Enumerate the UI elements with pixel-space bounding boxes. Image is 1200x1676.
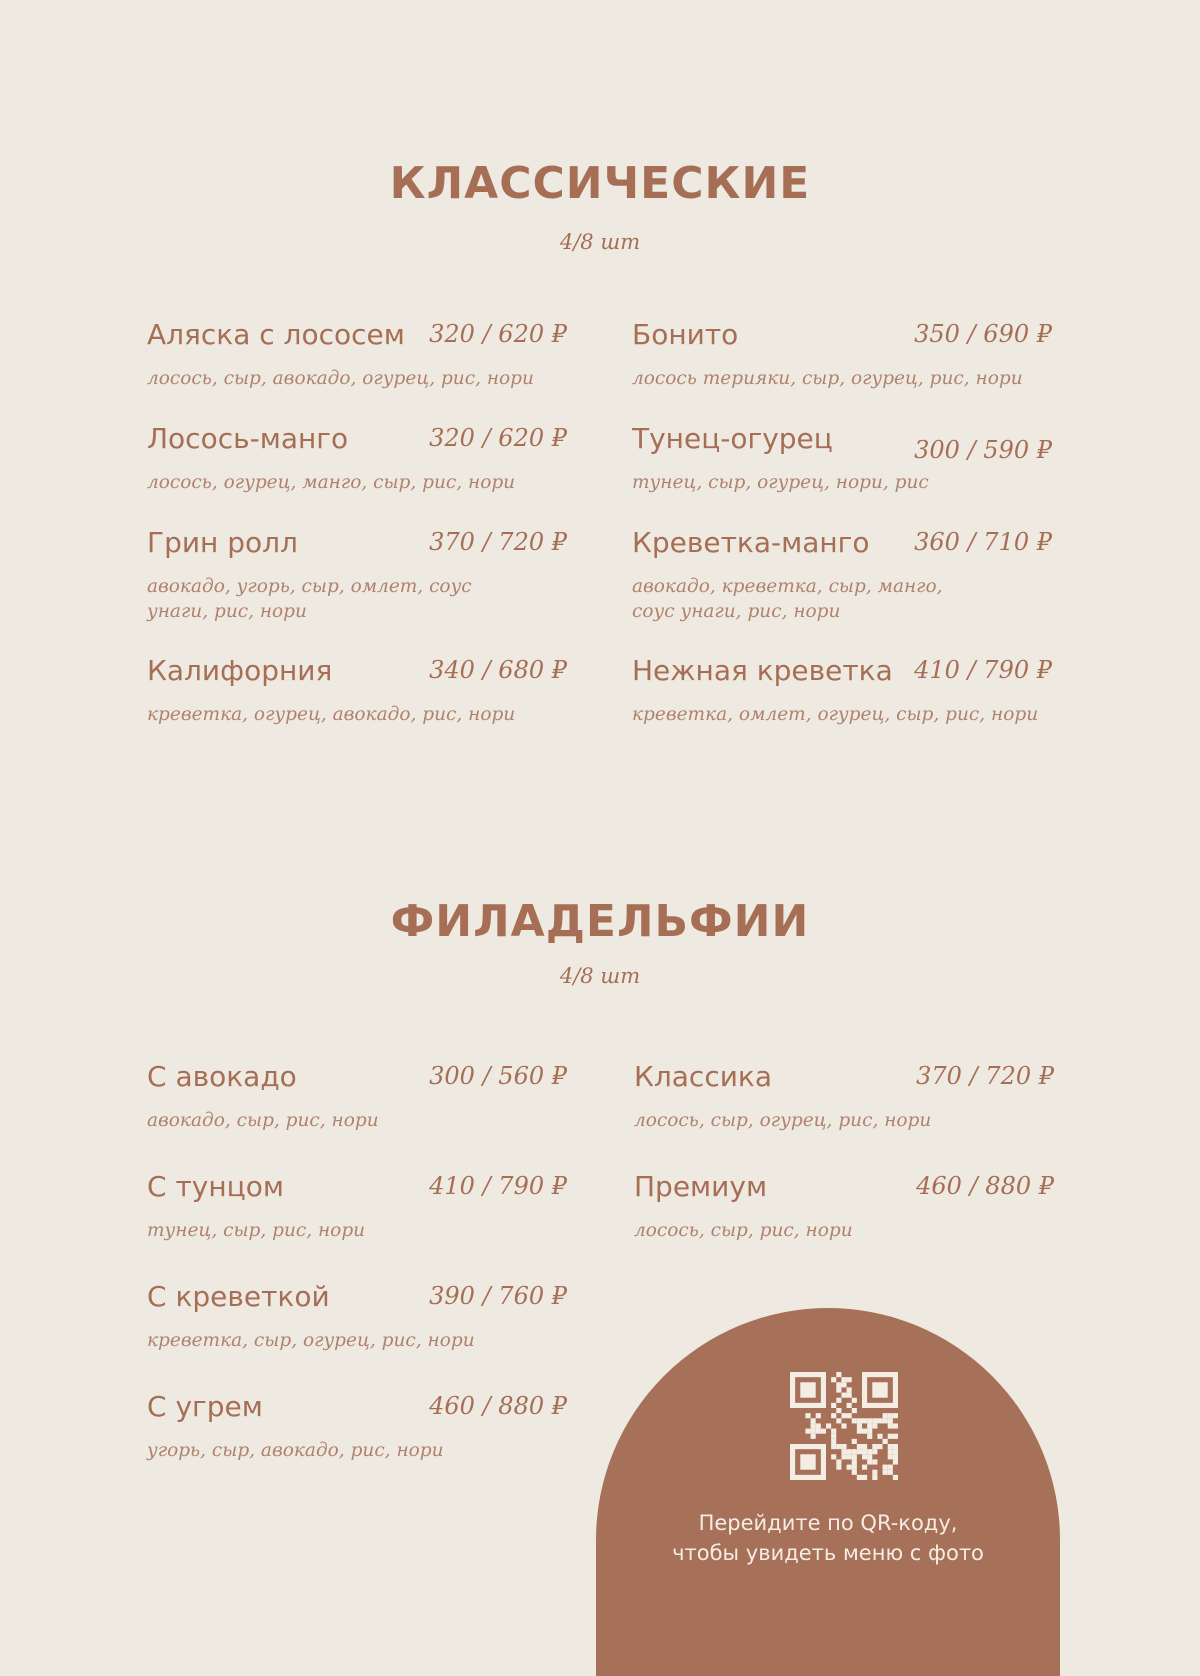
qr-caption-line-2: чтобы увидеть меню с фото (672, 1541, 984, 1565)
item-name: С авокадо (147, 1060, 297, 1093)
item-name: Нежная креветка (632, 654, 893, 687)
item-description: лосось, огурец, манго, сыр, рис, нори (147, 472, 516, 493)
item-name: С креветкой (147, 1280, 330, 1313)
item-name: С тунцом (147, 1170, 284, 1203)
item-price: 390 / 760 ₽ (429, 1282, 567, 1310)
item-description: лосось, сыр, огурец, рис, нори (634, 1110, 932, 1131)
item-description: креветка, омлет, огурец, сыр, рис, нори (632, 704, 1039, 725)
item-description: тунец, сыр, огурец, нори, рис (632, 472, 929, 493)
item-description: авокадо, угорь, сыр, омлет, соус унаги, рис, нори (147, 576, 472, 622)
item-price: 460 / 880 ₽ (916, 1172, 1054, 1200)
item-description: тунец, сыр, рис, нори (147, 1220, 366, 1241)
item-description: креветка, сыр, огурец, рис, нори (147, 1330, 475, 1351)
qr-code-icon[interactable] (790, 1372, 898, 1480)
item-price: 320 / 620 ₽ (429, 424, 567, 452)
item-price: 370 / 720 ₽ (916, 1062, 1054, 1090)
item-name: Тунец-огурец (632, 422, 833, 455)
item-price: 410 / 790 ₽ (429, 1172, 567, 1200)
item-price: 370 / 720 ₽ (429, 528, 567, 556)
item-description: лосось терияки, сыр, огурец, рис, нори (632, 368, 1023, 389)
item-name: С угрем (147, 1390, 263, 1423)
item-price: 460 / 880 ₽ (429, 1392, 567, 1420)
item-name: Креветка-манго (632, 526, 870, 559)
item-price: 300 / 560 ₽ (429, 1062, 567, 1090)
section-title-classic: КЛАССИЧЕСКИЕ (389, 158, 811, 209)
item-price: 360 / 710 ₽ (914, 528, 1052, 556)
item-price: 300 / 590 ₽ (914, 436, 1052, 464)
item-name: Классика (634, 1060, 772, 1093)
item-name: Калифорния (147, 654, 333, 687)
item-name: Аляска с лососем (147, 318, 405, 351)
item-name: Лосось-манго (147, 422, 349, 455)
qr-caption (596, 1508, 1060, 1568)
section-subtitle-philadelphia: 4/8 шт (559, 964, 641, 988)
item-price: 410 / 790 ₽ (914, 656, 1052, 684)
item-name: Грин ролл (147, 526, 298, 559)
qr-panel (596, 1308, 1060, 1676)
item-description: креветка, огурец, авокадо, рис, нори (147, 704, 516, 725)
item-price: 350 / 690 ₽ (914, 320, 1052, 348)
item-description: лосось, сыр, авокадо, огурец, рис, нори (147, 368, 534, 389)
item-description: угорь, сыр, авокадо, рис, нори (147, 1440, 444, 1461)
qr-caption-line-1: Перейдите по QR-коду, (698, 1511, 958, 1535)
item-description: авокадо, сыр, рис, нори (147, 1110, 379, 1131)
item-name: Бонито (632, 318, 739, 351)
item-description: лосось, сыр, рис, нори (634, 1220, 853, 1241)
section-subtitle-classic: 4/8 шт (559, 230, 641, 254)
item-price: 340 / 680 ₽ (429, 656, 567, 684)
item-name: Премиум (634, 1170, 768, 1203)
section-title-philadelphia: ФИЛАДЕЛЬФИИ (390, 896, 810, 947)
item-price: 320 / 620 ₽ (429, 320, 567, 348)
item-description: авокадо, креветка, сыр, манго, соус унаги, рис, нори (632, 576, 943, 622)
